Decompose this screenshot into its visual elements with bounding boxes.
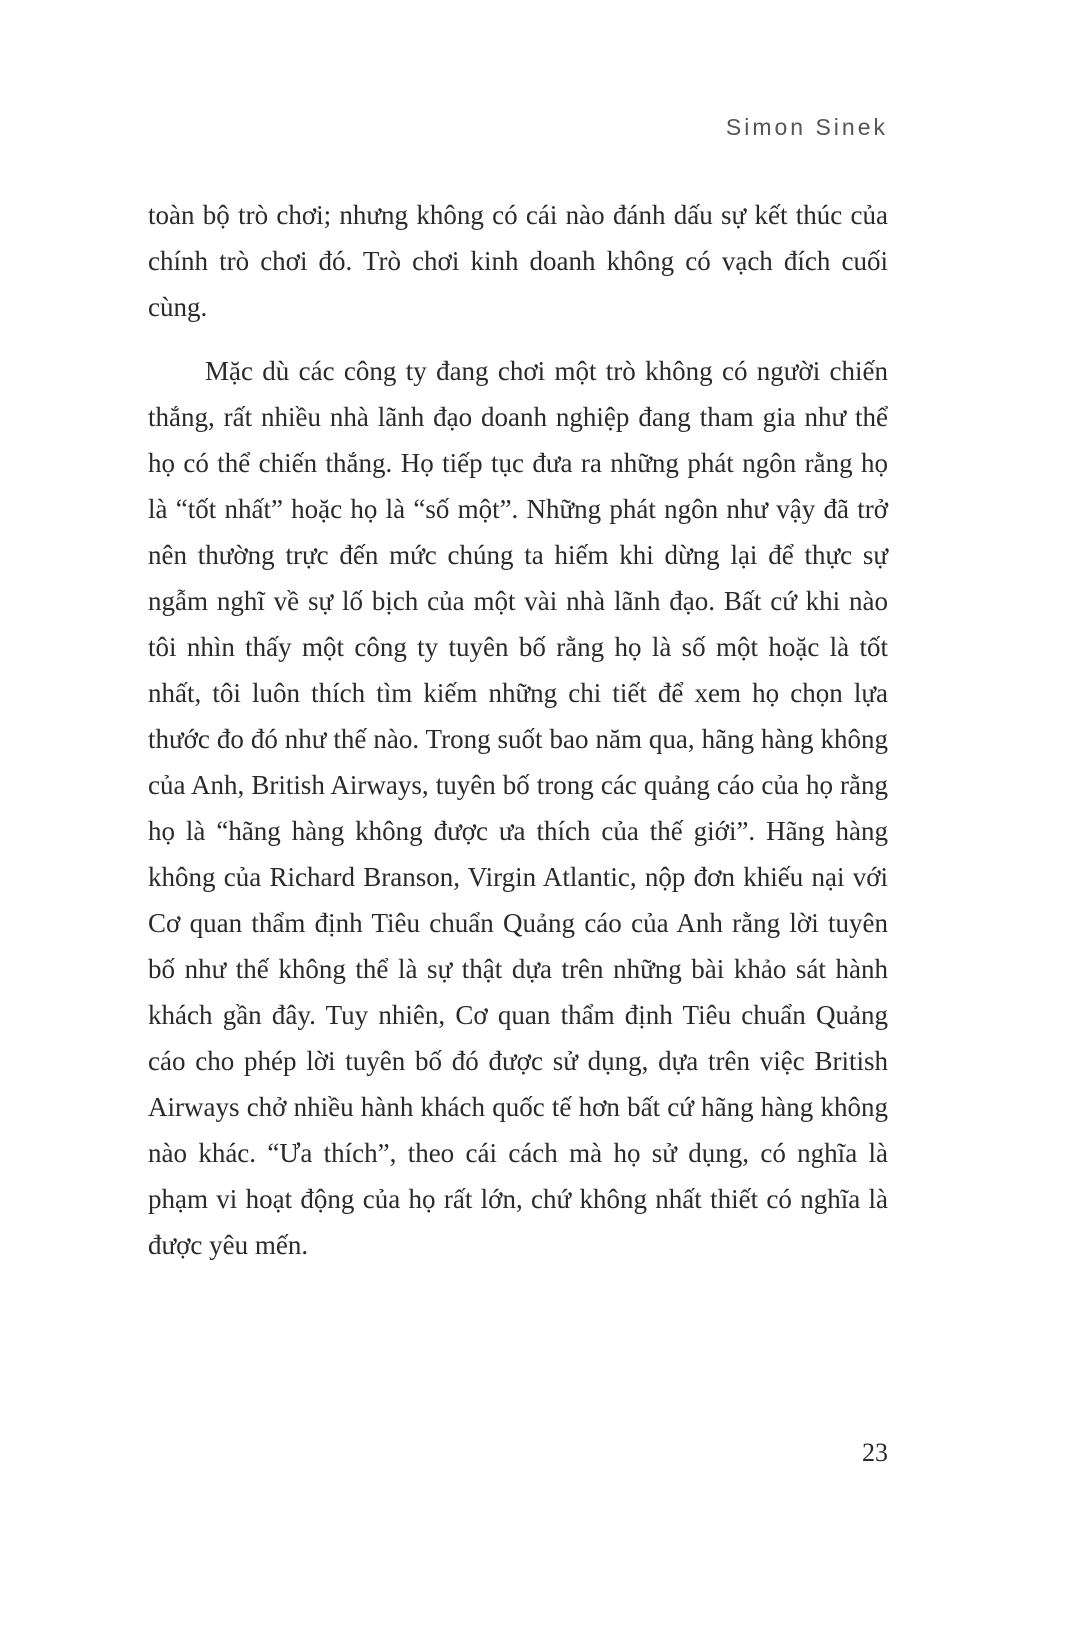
body-text-block [148,192,888,1286]
paragraph-continuation: toàn bộ trò chơi; nhưng không có cái nào đánh dấu sự kết thúc của chính trò chơi đó. Trò chơi kinh doanh không có vạch đích cuối cùng. [148,200,888,322]
paragraph: Mặc dù các công ty đang chơi một trò không có người chiến thắng, rất nhiều nhà lãnh đạo doanh nghiệp đang tham gia như thể họ có thể chiến thắng. Họ tiếp tục đưa ra những phát ngôn rằng họ là “tốt nhất” hoặc họ là “số một”. Những phát ngôn như vậy đã trở nên thường trực đến mức chúng ta hiếm khi dừng lại để thực sự ngẫm nghĩ về sự lố bịch của một vài nhà lãnh đạo. Bất cứ khi nào tôi nhìn thấy một công ty tuyên bố rằng họ là số một hoặc là tốt nhất, tôi luôn thích tìm kiếm những chi tiết để xem họ chọn lựa thước đo đó như thế nào. Trong suốt bao năm qua, hãng hàng không của Anh, British Airways, tuyên bố trong các quảng cáo của họ rằng họ là “hãng hàng không được ưa thích của thế giới”. Hãng hàng không của Richard Branson, Virgin Atlantic, nộp đơn khiếu nại với Cơ quan thẩm định Tiêu chuẩn Quảng cáo của Anh rằng lời tuyên bố như thế không thể là sự thật dựa trên những bài khảo sát hành khách gần đây. Tuy nhiên, Cơ quan thẩm định Tiêu chuẩn Quảng cáo cho phép lời tuyên bố đó được sử dụng, dựa trên việc British Airways chở nhiều hành khách quốc tế hơn bất cứ hãng hàng không nào khác. “Ưa thích”, theo cái cách mà họ sử dụng, có nghĩa là phạm vi hoạt động của họ rất lớn, chứ không nhất thiết có nghĩa là được yêu mến. [148,356,888,1260]
running-header-author: Simon Sinek [725,114,888,140]
page-number: 23 [862,1438,888,1467]
